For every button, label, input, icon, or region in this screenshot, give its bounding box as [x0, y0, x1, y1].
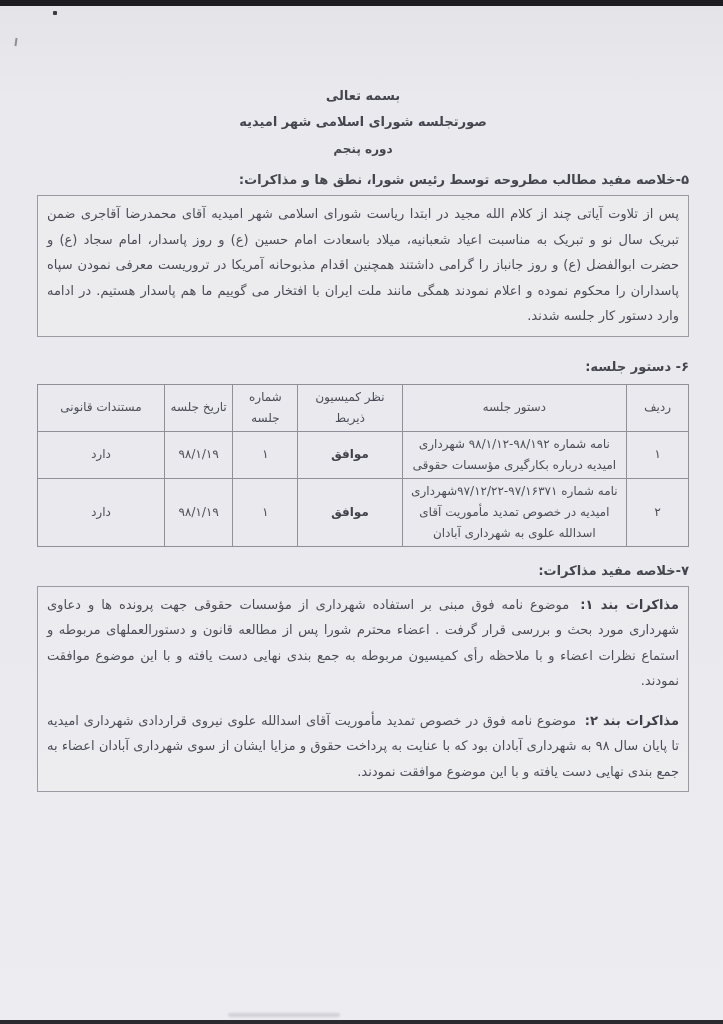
- discussion-item-1: [47, 593, 679, 695]
- col-header-session-no: شماره جلسه: [233, 384, 298, 431]
- section7-discussions-box: [37, 586, 689, 793]
- cell-agenda: نامه شماره ۹۷/۱۶۳۷۱-۹۷/۱۲/۲۲شهرداری امیدیه در خصوص تمدید مأموریت آقای اسدالله علوی به شهرداری آبادان: [402, 478, 627, 546]
- document-header: [37, 84, 689, 162]
- cell-legal-docs: دارد: [38, 431, 165, 478]
- document-title: صورتجلسه شورای اسلامی شهر امیدیه: [239, 115, 487, 130]
- cell-session-no: ۱: [233, 431, 298, 478]
- col-header-row-no: ردیف: [627, 384, 689, 431]
- cell-session-date: ۹۸/۱/۱۹: [164, 431, 232, 478]
- scan-artifact-mark: [14, 38, 17, 46]
- cell-legal-docs: دارد: [38, 478, 165, 546]
- cell-session-date: ۹۸/۱/۱۹: [164, 478, 232, 546]
- cell-commission-opinion: موافق: [298, 478, 402, 546]
- discussion-item-2-label: مذاکرات بند ۲:: [584, 713, 679, 729]
- basmala-line: بسمه تعالی: [325, 89, 401, 104]
- section5-heading: ۵-خلاصه مفید مطالب مطروحه توسط رئیس شورا، نطق ها و مذاکرات:: [238, 173, 689, 188]
- cell-row-no: ۱: [627, 431, 689, 478]
- col-header-agenda: دستور جلسه: [402, 384, 627, 431]
- discussion-item-1-label: مذاکرات بند ۱:: [580, 597, 679, 613]
- cell-session-no: ۱: [233, 478, 298, 546]
- section7-heading: ۷-خلاصه مفید مذاکرات:: [538, 563, 689, 579]
- discussion-item-2-text: موضوع نامه فوق در خصوص تمدید مأموریت آقای اسدالله علوی نیروی قراردادی شهرداری امیدیه تا پایان سال ۹۸ به شهرداری آبادان بود که با عنایت به پرداخت حقوق و مزایا ایشان از سوی شهرداری آبادان اعضاء به جمع بندی نهایی دست یافته و با این موضوع موافقت نمودند.: [47, 713, 680, 780]
- col-header-session-date: تاریخ جلسه: [164, 384, 232, 431]
- scan-edge-bottom: [0, 1020, 723, 1024]
- agenda-table-header-row: [38, 384, 689, 431]
- col-header-legal-docs: مستندات قانونی: [38, 384, 165, 431]
- section5-body: پس از تلاوت آیاتی چند از کلام الله مجید در ابتدا ریاست شورای اسلامی شهر امیدیه آقای محمدرضا آقاجری ضمن تبریک سال نو و تبریک به مناسبت اعیاد شعبانیه، میلاد باسعادت امام حسین (ع) و روز پاسدار، امام سجاد (ع) و حضرت ابوالفضل (ع) و روز جانباز را گرامی داشتند همچنین اقدام مذبوحانه آمریکا در تروریست معرفی نمودن سپاه پاسداران را محکوم نموده و اعلام نمودند همگی مانند ملت ایران با افتخار می گوییم ما هم پاسدار هستیم. در ادامه وارد دستور کار جلسه شدند.: [47, 207, 679, 324]
- table-row: [38, 431, 689, 478]
- table-row: [38, 478, 689, 546]
- col-header-commission-opinion: نظر کمیسیون ذیربط: [298, 384, 402, 431]
- discussion-item-1-text: موضوع نامه فوق مبنی بر استفاده شهرداری از مؤسسات حقوقی جهت پرونده ها و دعاوی شهرداری مورد بحث و بررسی قرار گرفت . اعضاء محترم شورا پس از مطالعه قانون و دستورالعملهای مربوطه و استماع نظرات اعضاء و با ملاحظه رأی کمیسیون مربوطه به جمع بندی نهایی دست یافته و با این موضوع موافقت نمودند.: [47, 597, 679, 689]
- cell-commission-opinion: موافق: [298, 431, 402, 478]
- scan-artifact-smudge: [228, 1013, 340, 1017]
- discussion-item-2: [47, 709, 679, 786]
- section6-heading: ۶- دستور جلسه:: [585, 359, 689, 375]
- document-content: [37, 0, 689, 792]
- council-term: دوره پنجم: [333, 142, 393, 156]
- cell-row-no: ۲: [627, 478, 689, 546]
- cell-agenda: نامه شماره ۹۸/۱۹۲-۹۸/۱/۱۲ شهرداری امیدیه درباره بکارگیری مؤسسات حقوقی: [402, 431, 627, 478]
- section5-summary-box: [37, 195, 689, 337]
- agenda-table: [37, 384, 689, 547]
